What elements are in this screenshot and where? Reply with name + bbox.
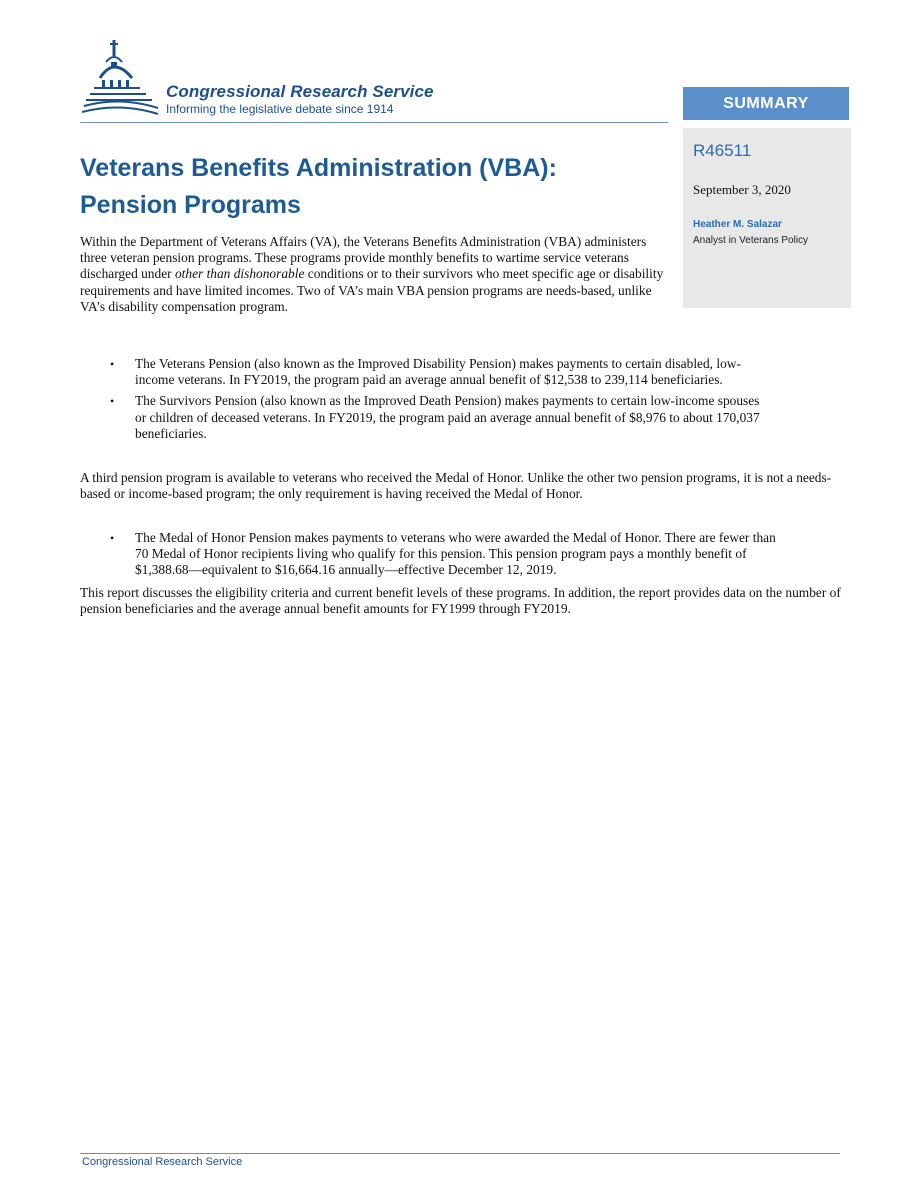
pension-programs-list xyxy=(80,356,770,442)
list-item-text: The Medal of Honor Pension makes payments to veterans who were awarded the Medal of Honor. There are fewer than 70 Medal of Honor recipients living who qualify for this pension. This pension program pays a monthly benefit of $1,388.68—equivalent to $16,664.16 annually—effective December 12, 2019. xyxy=(135,530,776,578)
bullet-icon: • xyxy=(110,394,115,409)
medal-of-honor-list xyxy=(80,530,780,579)
intro-italic-term: other than dishonorable xyxy=(174,266,305,282)
list-item-text: The Veterans Pension (also known as the Improved Disability Pension) makes payments to certain disabled, low-income veterans. In FY2019, the program paid an average annual benefit of $12,538 to 239,114 beneficiaries. xyxy=(135,356,741,388)
org-name: Congressional Research Service xyxy=(166,82,434,101)
intro-paragraph xyxy=(80,234,670,315)
org-tagline: Informing the legislative debate since 1914 xyxy=(166,102,394,116)
intro-text-1: Within the Department of Veterans Affairs (VA), the Veterans Benefits Administration (VBA) administers three veteran pension programs. These programs provide monthly benefits to wartime service veterans discharged under xyxy=(80,234,647,282)
list-item xyxy=(80,530,780,579)
list-item xyxy=(80,356,770,388)
header-divider xyxy=(80,122,668,123)
summary-tab: SUMMARY xyxy=(683,87,849,120)
list-item xyxy=(80,393,770,442)
report-title: Veterans Benefits Administration (VBA): Pension Programs xyxy=(80,154,557,219)
report-number: R46511 xyxy=(693,141,752,160)
medal-of-honor-paragraph: A third pension program is available to veterans who received the Medal of Honor. Unlike the other two pension programs, it is not a needs-based or income-based program; the only requirement is having received the Medal of Honor. xyxy=(80,470,832,502)
bullet-icon: • xyxy=(110,357,115,371)
footer-org-name: Congressional Research Service xyxy=(82,1156,243,1168)
crs-capitol-dome-logo xyxy=(80,36,160,120)
list-item-text: The Survivors Pension (also known as the Improved Death Pension) makes payments to certain low-income spouses or children of deceased veterans. In FY2019, the program paid an average annual benefit of $8,976 to about 170,037 beneficiaries. xyxy=(135,393,760,441)
closing-paragraph: This report discusses the eligibility criteria and current benefit levels of these programs. In addition, the report provides data on the number of pension beneficiaries and the average annual benefit amounts for FY1999 through FY2019. xyxy=(80,585,841,617)
bullet-icon: • xyxy=(110,531,115,545)
author-title: Analyst in Veterans Policy xyxy=(693,235,809,246)
author-name: Heather M. Salazar xyxy=(693,219,782,230)
intro-text-2: conditions or to their survivors who meet specific age or disability requirements and have limited incomes. Two of VA’s main VBA pension programs are needs-based, unlike VA’s disability compensation program. xyxy=(80,266,664,314)
report-date: September 3, 2020 xyxy=(693,182,791,197)
footer-divider xyxy=(80,1153,840,1154)
